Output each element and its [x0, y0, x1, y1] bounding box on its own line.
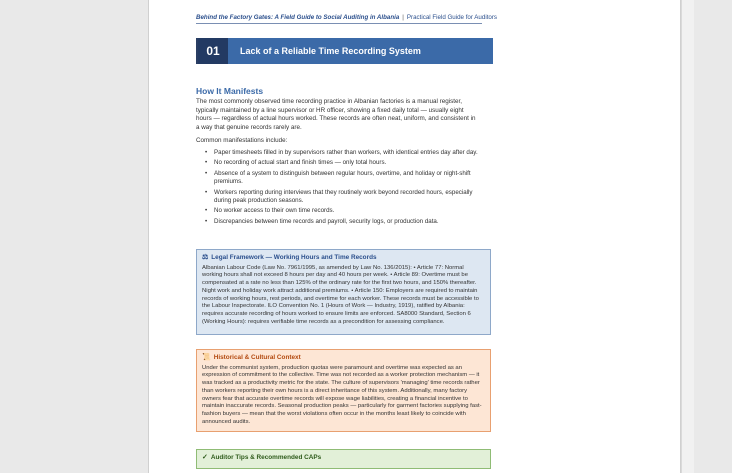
- guide-title: Behind the Factory Gates: A Field Guide to Social Auditing in Albania: [196, 14, 400, 21]
- vertical-scrollbar[interactable]: [681, 0, 694, 473]
- chapter-number: 01: [198, 38, 228, 64]
- list-item: • Discrepancies between time records and payroll, security logs, or production data.: [205, 218, 480, 226]
- auditor-tips-title: [202, 454, 485, 462]
- historical-context-text: Under the communist system, production quotas were paramount and overtime was expected as an expression of commitment to the collective. Time was not recorded as a worker protection mechanism — it was tracked as a productivity metric for the state. The culture of supervisors 'managing' time records rather than workers reporting their own hours is a direct inheritance of this system. Additionally, many factory owners fear that accurate overtime records will expose wage liabilities, creating a financial incentive to maintain inaccurate records. Seasonal production peaks — particularly for garment factories supplying fast-fashion buyers — mean that the worst violations often occur in the months least likely to coincide with announced audits.: [202, 364, 482, 425]
- historical-context-title: [202, 354, 485, 362]
- section-heading: How It Manifests: [196, 86, 264, 96]
- legal-framework-title: [202, 254, 485, 262]
- book-icon: 📜: [202, 354, 211, 361]
- chapter-banner: [196, 38, 493, 64]
- list-item: • Absence of a system to distinguish between regular hours, overtime, and holiday or night-shift premiums.: [205, 170, 480, 187]
- historical-context-box: [196, 349, 491, 432]
- list-intro: Common manifestations include:: [196, 137, 288, 144]
- legal-framework-title-text: Legal Framework — Working Hours and Time Records: [211, 254, 377, 261]
- running-header: [196, 14, 498, 24]
- manifestations-list: [205, 149, 480, 228]
- chapter-title: Lack of a Reliable Time Recording System: [240, 46, 421, 56]
- auditor-tips-title-text: Auditor Tips & Recommended CAPs: [210, 454, 322, 461]
- guide-subtitle: Practical Field Guide for Auditors: [406, 14, 498, 21]
- document-page: [148, 0, 681, 473]
- list-item: • No worker access to their own time records.: [205, 207, 480, 215]
- header-separator: |: [402, 14, 404, 21]
- historical-context-title-text: Historical & Cultural Context: [213, 354, 301, 361]
- list-item: • No recording of actual start and finish times — only total hours.: [205, 159, 480, 167]
- check-icon: ✓: [202, 454, 208, 461]
- list-item: • Workers reporting during interviews that they routinely work beyond recorded hours, especially during peak production seasons.: [205, 189, 480, 206]
- legal-framework-box: [196, 249, 491, 335]
- list-item: • Paper timesheets filled in by supervisors rather than workers, with identical entries day after day.: [205, 149, 480, 157]
- auditor-tips-box: [196, 449, 491, 469]
- section-paragraph: The most commonly observed time recording practice in Albanian factories is a manual register, typically maintained by a line supervisor or HR officer, showing a fixed daily total — usually eight hours — regardless of actual hours worked. These records are often neat, uniform, and consistent in a way that genuine records rarely are.: [196, 98, 476, 131]
- legal-framework-text: Albanian Labour Code (Law No. 7961/1995, as amended by Law No. 136/2015): • Article 77: Normal working hours shall not exceed 8 hours per day and 40 hours per week. • Article 89: Overtime must be compensated at a rate no less than 125% of the ordinary rate for the first two hours, and 150% thereafter. Night work and holiday work attract additional premiums. • Article 150: Employers are required to maintain records of working hours, rest periods, and overtime for each worker. These records must be accessible to the Labour Inspectorate. ILO Convention No. 1 (Hours of Work — Industry, 1919), ratified by Albania: requires accurate recording of hours worked to ensure limits are enforced. SA8000 Standard, Section 6 (Working Hours): requires verifiable time records as a precondition for assessing compliance.: [202, 264, 479, 325]
- scales-icon: ⚖: [202, 254, 209, 261]
